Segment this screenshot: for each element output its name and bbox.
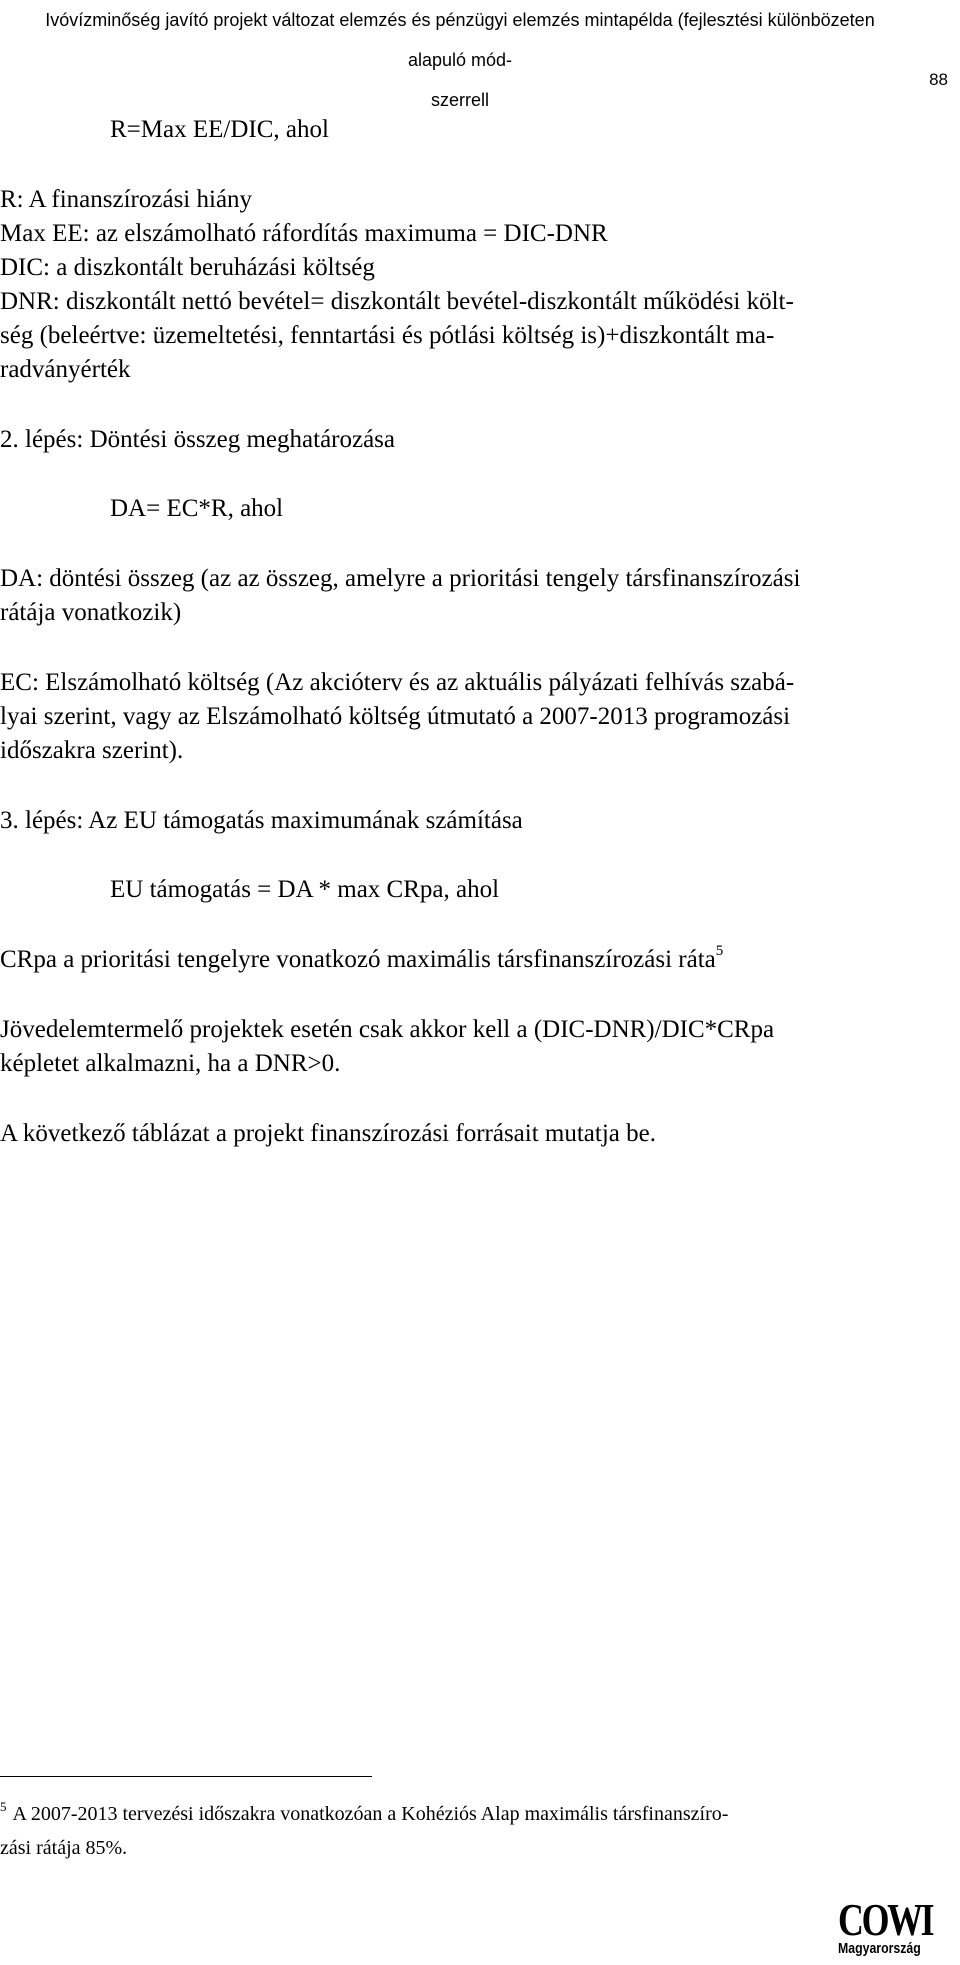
definition-dnr-line2: ség (beleértve: üzemeltetési, fenntartási és pótlási költség is)+diszkontált ma- (0, 322, 775, 349)
footnote-text-line1: A 2007-2013 tervezési időszakra vonatkozóan a Kohéziós Alap maximális társfinanszíro- (12, 1803, 729, 1825)
running-header (20, 0, 900, 120)
definition-crpa (0, 943, 950, 977)
logo-subtitle: Magyarország (838, 1940, 921, 1957)
footnote-number: 5 (0, 1799, 7, 1814)
definition-ec-line1: EC: Elszámolható költség (Az akcióterv és az aktuális pályázati felhívás szabá- (0, 669, 795, 696)
formula-da: DA= EC*R, ahol (110, 495, 284, 522)
header-title-line1: Ivóvízminőség javító projekt változat elemzés és pénzügyi elemzés mintapélda (fejlesztési különbözeten alapuló mód- (45, 10, 875, 70)
definition-dnr-line1: DNR: diszkontált nettó bevétel= diszkontált bevétel-diszkontált működési költ- (0, 288, 794, 315)
definition-r: R: A finanszírozási hiány (0, 186, 253, 213)
definition-da-line2: rátája vonatkozik) (0, 599, 182, 626)
header-title-line2: szerrell (430, 90, 489, 110)
formula-eu-support: EU támogatás = DA * max CRpa, ahol (110, 876, 500, 903)
footnote-reference[interactable]: 5 (715, 943, 724, 959)
definition-max-ee: Max EE: az elszámolható ráfordítás maximuma = DIC-DNR (0, 220, 608, 247)
definition-dic: DIC: a diszkontált beruházási költség (0, 254, 375, 281)
footnote-separator (0, 1776, 372, 1777)
definition-ec-line2: lyai szerint, vagy az Elszámolható költség útmutató a 2007-2013 programozási (0, 703, 791, 730)
definition-dnr-line3: radványérték (0, 356, 131, 383)
step3-heading: 3. lépés: Az EU támogatás maximumának számítása (0, 807, 523, 834)
logo-mark: COWI (838, 1894, 933, 1945)
income-note-line1: Jövedelemtermelő projektek esetén csak akkor kell a (DIC-DNR)/DIC*CRpa (0, 1016, 775, 1043)
page-number: 88 (929, 70, 948, 89)
table-intro: A következő táblázat a projekt finanszírozási forrásait mutatja be. (0, 1120, 656, 1147)
footnote-line1 (0, 1797, 950, 1831)
formula-r: R=Max EE/DIC, ahol (110, 116, 329, 143)
definition-crpa-text: CRpa a prioritási tengelyre vonatkozó maximális társfinanszírozási ráta (0, 946, 716, 973)
footnote-line2: zási rátája 85%. (0, 1837, 128, 1859)
cowi-logo (838, 1894, 959, 1958)
step2-heading: 2. lépés: Döntési összeg meghatározása (0, 426, 396, 453)
income-note-line2: képletet alkalmazni, ha a DNR>0. (0, 1050, 341, 1077)
definition-da-line1: DA: döntési összeg (az az összeg, amelyre a prioritási tengely társfinanszírozási (0, 565, 801, 592)
definition-ec-line3: időszakra szerint). (0, 737, 184, 764)
